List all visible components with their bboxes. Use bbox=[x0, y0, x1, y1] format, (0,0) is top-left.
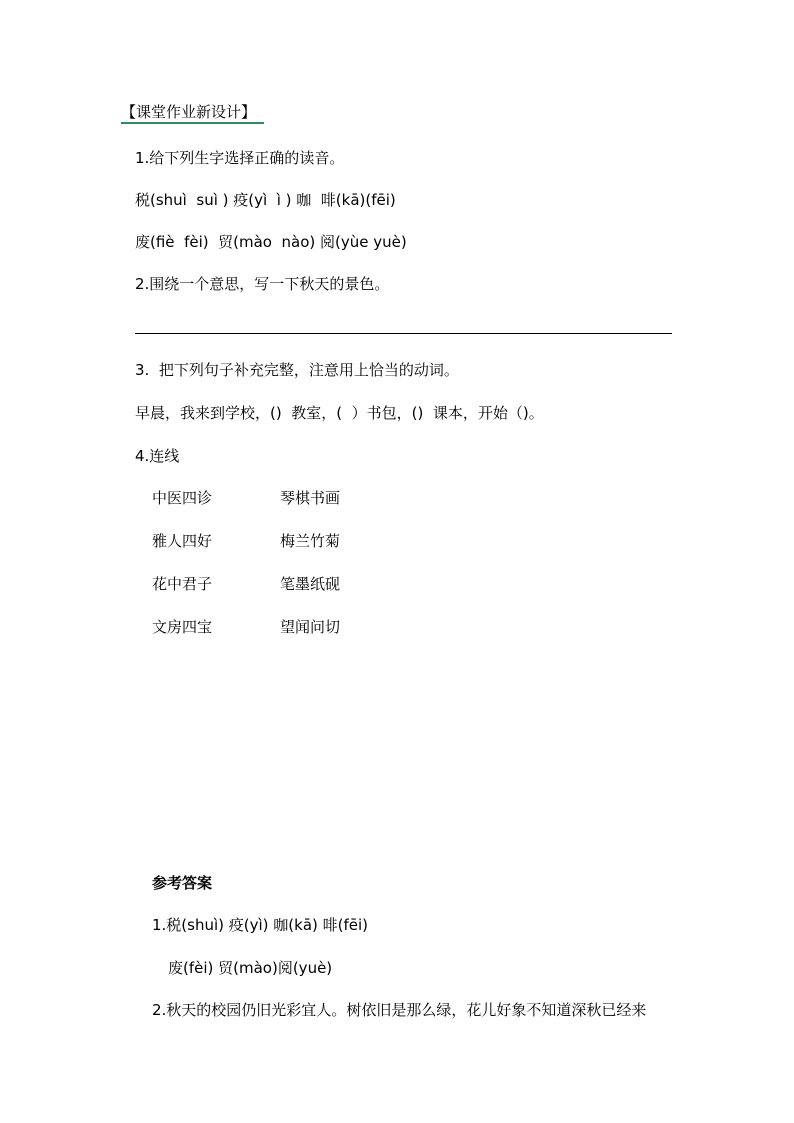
match-left-item: 中医四诊 bbox=[152, 489, 213, 507]
match-right-item: 笔墨纸砚 bbox=[280, 575, 341, 593]
question-1-row-1: 税(shuì suì ) 疫(yì ì ) 咖 啡(kā)(fēi) bbox=[135, 191, 396, 209]
match-right-item: 望闻问切 bbox=[280, 618, 341, 636]
question-1-title: 1.给下列生字选择正确的读音。 bbox=[135, 149, 345, 167]
question-3-sentence: 早晨，我来到学校，() 教室，( ）书包，() 课本，开始（)。 bbox=[135, 404, 544, 422]
match-left-item: 雅人四好 bbox=[152, 532, 213, 550]
match-right-item: 琴棋书画 bbox=[280, 489, 341, 507]
match-right-item: 梅兰竹菊 bbox=[280, 532, 341, 550]
match-left-item: 花中君子 bbox=[152, 575, 213, 593]
answer-1-line-1: 1.税(shuì) 疫(yì) 咖(kā) 啡(fēi) bbox=[152, 916, 369, 934]
question-3-title: 3. 把下列句子补充完整，注意用上恰当的动词。 bbox=[135, 361, 459, 379]
heading-underline bbox=[121, 122, 264, 124]
answer-line bbox=[135, 333, 672, 334]
answers-title: 参考答案 bbox=[152, 874, 213, 892]
section-heading: 【课堂作业新设计】 bbox=[121, 103, 257, 121]
answer-1-line-2: 废(fèi) 贸(mào)阅(yuè) bbox=[168, 959, 333, 977]
question-4-title: 4.连线 bbox=[135, 447, 180, 465]
match-left-item: 文房四宝 bbox=[152, 618, 213, 636]
question-2-title: 2.围绕一个意思，写一下秋天的景色。 bbox=[135, 275, 390, 293]
question-1-row-2: 废(fiè fèi) 贸(mào nào) 阅(yùe yuè) bbox=[135, 233, 407, 251]
answer-2-text: 2.秋天的校园仍旧光彩宜人。树依旧是那么绿，花儿好象不知道深秋已经来 bbox=[152, 1001, 647, 1019]
